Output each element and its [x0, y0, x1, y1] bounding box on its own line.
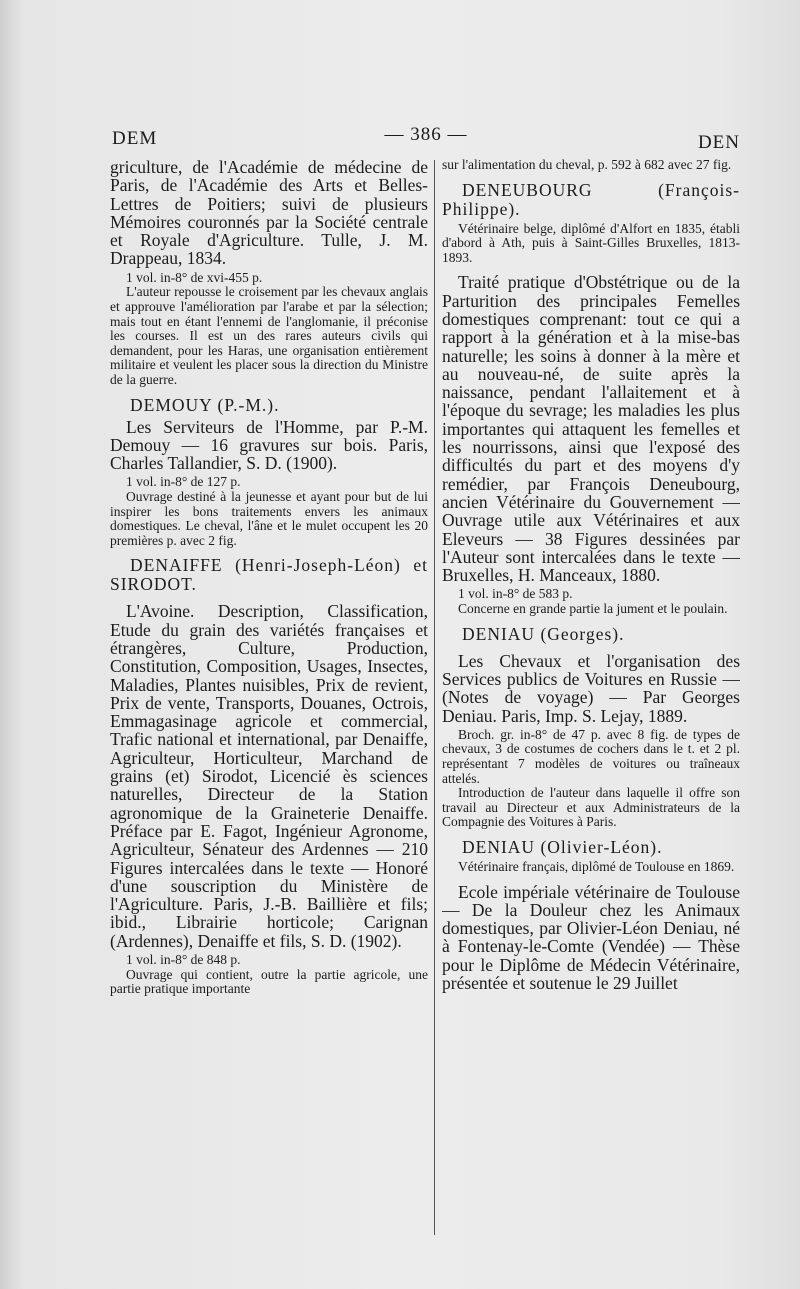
entry-title-continued: griculture, de l'Académie de médecine de Paris, de l'Académie des Arts et Belles-Lettres de Poitiers; suivi de plusieurs Mémoires couronnés par la Société centrale et Royale d'Agriculture. Tulle, J. M. Drappeau, 1834.: [110, 158, 428, 269]
entry-title-denaiffe: L'Avoine. Description, Classification, Etude du grain des variétés françaises et étrangères, Culture, Production, Constitution, Composition, Usages, Insectes, Maladies, Plantes nuisibles, Prix de revient, Prix de vente, Transports, Douanes, Octrois, Emmagasinage agricole et commercial, Trafic national et international, par Denaiffe, Agriculteur, Horticulteur, Marchand de grains (et) Sirodot, Licencié ès sciences naturelles, Directeur de la Station agronomique de la Graineterie Denaiffe. Préface par E. Fagot, Ingénieur Agronome, Agriculteur, Sénateur des Ardennes — 210 Figures intercalées dans le texte — Honoré d'une souscription du Ministère de l'Agriculture. Paris, J.-B. Baillière et fils; ibid., Librairie horticole; Carignan (Ardennes), Denaiffe et fils, S. D. (1902).: [110, 601, 428, 951]
entry-format-denaiffe: 1 vol. in-8° de 848 p.: [126, 952, 241, 968]
entry-title-deniau-olivier: Ecole impériale vétérinaire de Toulouse — De la Douleur chez les Animaux domestiques, par Olivier-Léon Deniau, né à Fontenay-le-Comte (Vendée) — Thèse pour le Diplôme de Médecin Vétérinaire, présentée et soutenue le 29 Juillet: [442, 881, 740, 994]
running-head-left: DEM: [112, 128, 158, 149]
entry-heading-demouy: DEMOUY (P.-M.).: [130, 394, 280, 415]
right-column: [442, 158, 740, 1249]
entry-heading-deneubourg: DENEUBOURG (François-Philippe).: [442, 179, 740, 219]
entry-format-deneubourg: 1 vol. in-8° de 583 p.: [458, 586, 573, 602]
entry-bio-deniau-olivier: Vétérinaire français, diplômé de Toulouse en 1869.: [458, 858, 735, 874]
entry-note-demouy: Ouvrage destiné à la jeunesse et ayant pour but de lui inspirer les bons traitements envers les animaux domestiques. Le cheval, l'âne et le mulet occupent les 20 premières p. avec 2 fig.: [110, 489, 428, 548]
entry-heading-deniau-olivier: DENIAU (Olivier-Léon).: [462, 836, 663, 857]
entry-note-deniau-georges: Introduction de l'auteur dans laquelle il offre son travail au Directeur et aux Administrateurs de la Compagnie des Voitures à Paris.: [442, 785, 740, 830]
entry-note-continued: sur l'alimentation du cheval, p. 592 à 682 avec 27 fig.: [442, 158, 732, 172]
page-number: — 386 —: [384, 124, 468, 145]
entry-format-demouy: 1 vol. in-8° de 127 p.: [126, 474, 241, 490]
entry-note: L'auteur repousse le croisement par les chevaux anglais et approuve l'amélioration par l'arabe et par la sélection; mais tout en étant l'ennemi de l'anglomanie, il préconise les courses. Il est un des rares auteurs civils qui demandent, pour les Haras, une organisation entièrement militaire et veulent les placer sous la direction du Ministre de la guerre.: [110, 284, 428, 387]
entry-title-deniau-georges: Les Chevaux et l'organisation des Services publics de Voitures en Russie — (Notes de voyage) — Par Georges Deniau. Paris, Imp. S. Lejay, 1889.: [442, 650, 740, 726]
entry-note-deneubourg: Concerne en grande partie la jument et le poulain.: [458, 601, 728, 617]
entry-heading-denaiffe: DENAIFFE (Henri-Joseph-Léon) et SIRODOT.: [110, 555, 428, 595]
entry-bio-deneubourg: Vétérinaire belge, diplômé d'Alfort en 1835, établi d'abord à Ath, puis à Saint-Gilles Bruxelles, 1813-1893.: [442, 220, 740, 265]
running-head-right: DEN: [697, 132, 740, 153]
running-head: [112, 124, 740, 158]
entry-title-demouy: Les Serviteurs de l'Homme, par P.-M. Demouy — 16 gravures sur bois. Paris, Charles Tallandier, S. D. (1900).: [110, 416, 428, 474]
left-column: [110, 158, 428, 1249]
entry-heading-deniau-georges: DENIAU (Georges).: [462, 623, 625, 644]
entry-note-denaiffe: Ouvrage qui contient, outre la partie agricole, une partie pratique importante: [110, 966, 428, 997]
entry-format: 1 vol. in-8° de xvi-455 p.: [126, 269, 263, 285]
column-rule: [434, 160, 435, 1235]
entry-title-deneubourg: Traité pratique d'Obstétrique ou de la Parturition des principales Femelles domestiques comprenant: tout ce qui a rapport à la génération et à la mise-bas naturelle; les soins à donner à la mère et au nouveau-né, de suite après la naissance, pendant l'allaitement et à l'époque du sevrage; les maladies les plus importantes qui attaquent les femelles et les nourrissons, ainsi que l'exposé des difficultés du part et des moyens d'y remédier, par François Deneubourg, ancien Vétérinaire du Gouvernement — Ouvrage utile aux Vétérinaires et aux Eleveurs — 38 Figures dessinées par l'Auteur sont intercalées dans le texte — Bruxelles, H. Manceaux, 1880.: [442, 272, 740, 586]
entry-format-deniau-georges: Broch. gr. in-8° de 47 p. avec 8 fig. de types de chevaux, 3 de costumes de cochers dans le t. et 2 pl. représentant 7 modèles de voitures ou traîneaux attelés.: [442, 726, 740, 786]
